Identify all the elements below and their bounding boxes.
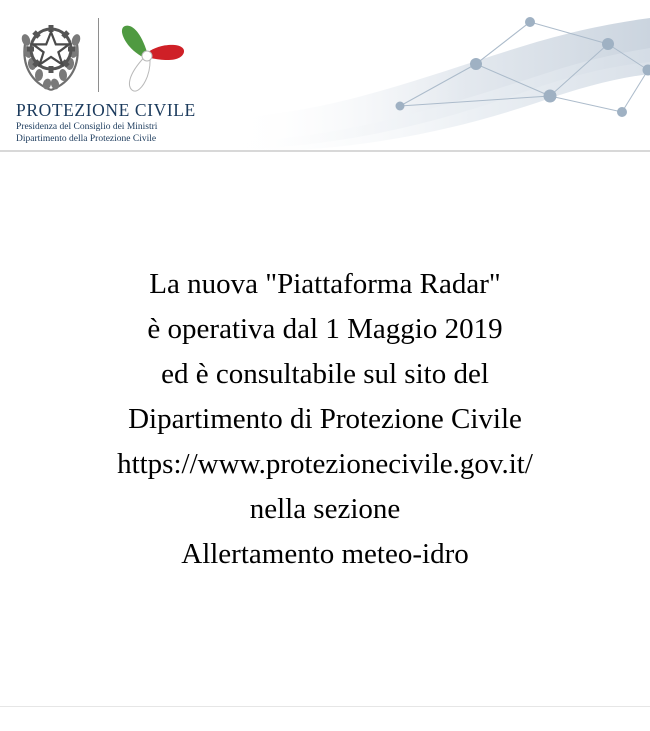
announcement-line: Dipartimento di Protezione Civile: [128, 403, 522, 435]
announcement-line: nella sezione: [249, 493, 401, 525]
document-footer: [0, 706, 650, 731]
protezione-civile-boomerang-icon: [108, 16, 186, 94]
announcement-line: ed è consultabile sul sito del: [161, 358, 489, 390]
logo-subtitle-line-1: Presidenza del Consiglio dei Ministri: [16, 122, 158, 132]
logo-subtitle-line-2: Dipartimento della Protezione Civile: [16, 134, 157, 144]
announcement-line: La nuova "Piattaforma Radar": [149, 268, 501, 300]
announcement-line: è operativa dal 1 Maggio 2019: [147, 313, 503, 345]
logo-title: PROTEZIONE CIVILE: [16, 100, 196, 120]
italian-republic-emblem-icon: [14, 16, 88, 94]
announcement-line: Allertamento meteo-idro: [181, 538, 469, 570]
protezione-civile-logo: [10, 14, 310, 144]
logo-divider: [98, 18, 99, 92]
header-divider: [0, 150, 650, 152]
announcement-text: [0, 262, 650, 577]
announcement-url[interactable]: https://www.protezionecivile.gov.it/: [117, 448, 533, 480]
document-header: [0, 0, 650, 152]
